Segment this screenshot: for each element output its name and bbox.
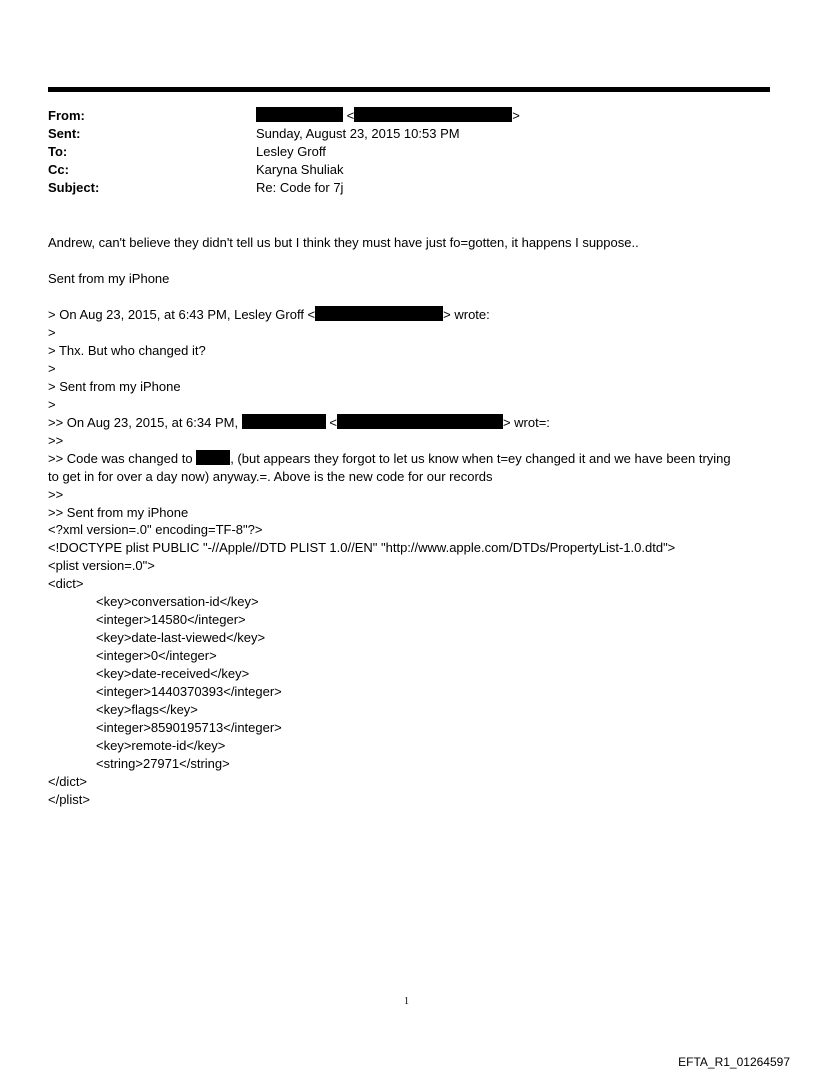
cc-value: Karyna Shuliak (256, 162, 344, 177)
body-line: Andrew, can't believe they didn't tell us but I think they must have just fo=gotten, it happens I suppose.. (48, 235, 639, 250)
page-number: 1 (404, 996, 409, 1007)
redaction-block (315, 306, 443, 321)
body-line: Sent from my iPhone (48, 271, 170, 286)
subject-label: Subject: (48, 180, 100, 195)
body-line: <integer>0</integer> (96, 648, 217, 663)
body-line (48, 306, 490, 324)
quote-intro: > On Aug 23, 2015, at 6:43 PM, Lesley Groff < (48, 307, 316, 322)
quote-intro: >> On Aug 23, 2015, at 6:34 PM, (48, 415, 239, 430)
to-label: To: (48, 144, 68, 159)
code-rest: , (but appears they forgot to let us know when t=ey changed it and we have been trying (230, 451, 731, 466)
body-line: to get in for over a day now) anyway.=. Above is the new code for our records (48, 469, 493, 484)
body-line: <plist version=.0"> (48, 558, 155, 573)
body-line: >> (48, 487, 64, 502)
quote-wrote: > wrot=: (502, 415, 550, 430)
body-line: > (48, 325, 56, 340)
redaction-block (337, 414, 503, 429)
body-line: >> Sent from my iPhone (48, 505, 189, 520)
body-line (48, 414, 550, 432)
header-rule (48, 87, 770, 92)
sent-label: Sent: (48, 126, 81, 141)
body-line: <dict> (48, 576, 84, 591)
body-line: <integer>8590195713</integer> (96, 720, 282, 735)
body-line: <!DOCTYPE plist PUBLIC "-//Apple//DTD PLIST 1.0//EN" "http://www.apple.com/DTDs/PropertyList-1.0.dtd"> (48, 540, 676, 555)
body-line (48, 450, 731, 468)
bates-number: EFTA_R1_01264597 (678, 1055, 790, 1069)
code-intro: >> Code was changed to (48, 451, 193, 466)
from-lt: < (346, 108, 355, 123)
sent-value: Sunday, August 23, 2015 10:53 PM (256, 126, 460, 141)
body-line: <key>date-received</key> (96, 666, 250, 681)
from-gt: > (512, 108, 520, 123)
quote-wrote: > wrote: (443, 307, 490, 322)
body-line: <integer>1440370393</integer> (96, 684, 282, 699)
redaction-block (256, 107, 343, 122)
body-line: >> (48, 433, 64, 448)
from-value (256, 107, 520, 125)
body-line: <key>remote-id</key> (96, 738, 226, 753)
to-value: Lesley Groff (256, 144, 326, 159)
body-line: > (48, 397, 56, 412)
body-line: </plist> (48, 792, 90, 807)
body-line: <key>date-last-viewed</key> (96, 630, 266, 645)
subject-value: Re: Code for 7j (256, 180, 344, 195)
body-line: </dict> (48, 774, 88, 789)
from-label: From: (48, 108, 85, 123)
body-line: > Sent from my iPhone (48, 379, 181, 394)
body-line: <string>27971</string> (96, 756, 230, 771)
body-line: <key>conversation-id</key> (96, 594, 259, 609)
body-line: > (48, 361, 56, 376)
cc-label: Cc: (48, 162, 69, 177)
redaction-block (242, 414, 326, 429)
quote-lt: < (329, 415, 337, 430)
body-line: <?xml version=.0" encoding=TF-8"?> (48, 522, 263, 537)
body-line: <integer>14580</integer> (96, 612, 246, 627)
body-line: <key>flags</key> (96, 702, 198, 717)
body-line: > Thx. But who changed it? (48, 343, 206, 358)
redaction-block (196, 450, 230, 465)
redaction-block (354, 107, 512, 122)
